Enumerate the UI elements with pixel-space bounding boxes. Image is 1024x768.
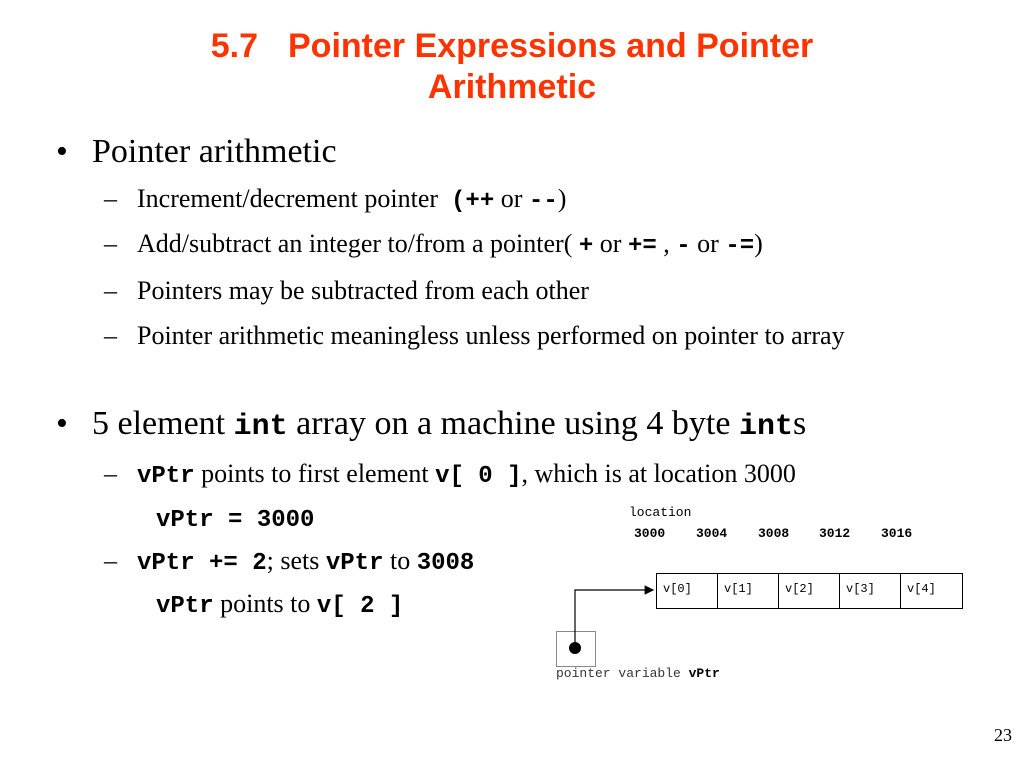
dash-marker: – — [104, 459, 117, 488]
text: , which is at location 3000 — [521, 459, 796, 488]
array-cell-v2: v[2] — [779, 574, 840, 608]
text: Pointers may be subtracted from each other — [137, 276, 589, 305]
page-number: 23 — [994, 725, 1012, 745]
code-minus-equals: -= — [725, 233, 755, 260]
location-label: location — [629, 505, 692, 520]
text: points to first element — [194, 459, 436, 488]
arrow-line — [575, 590, 653, 648]
text: Pointer arithmetic meaningless unless performed on pointer to array — [137, 321, 845, 350]
text: array on a machine using 4 byte — [287, 405, 739, 442]
text: or — [494, 184, 529, 213]
text: 5 element — [92, 405, 234, 442]
title-text-1: Pointer Expressions and Pointer — [288, 27, 814, 65]
text: pointer variable — [556, 666, 689, 681]
location-3004: 3004 — [696, 526, 728, 541]
array-cell-v3: v[3] — [840, 574, 901, 608]
text: s — [792, 405, 807, 442]
dash-marker: – — [104, 321, 117, 350]
code-vptr: vPtr — [325, 550, 384, 577]
code-int: int — [738, 410, 793, 444]
dash-marker: – — [104, 184, 117, 213]
dash-marker: – — [104, 276, 117, 305]
code-vptr: vPtr — [156, 593, 214, 620]
text: Increment/decrement pointer — [137, 184, 439, 213]
text: ; sets — [266, 546, 326, 575]
array-cell-v1: v[1] — [718, 574, 779, 608]
code-vptr-assign: vPtr = 3000 — [156, 507, 315, 534]
array-cell-v4: v[4] — [907, 582, 936, 596]
text: , — [656, 229, 677, 258]
code-v2: v[ 2 ] — [316, 593, 404, 620]
location-3012: 3012 — [819, 526, 851, 541]
location-3016: 3016 — [881, 526, 913, 541]
text: to — [383, 546, 417, 575]
text: ) — [557, 184, 567, 213]
section-number: 5.7 — [210, 27, 258, 65]
dash-marker: – — [104, 229, 117, 258]
code-3008: 3008 — [416, 550, 475, 577]
bullet-marker: • — [56, 405, 68, 442]
code-increment: (++ — [451, 188, 495, 215]
code-v0: v[ 0 ] — [435, 463, 522, 490]
text: points to — [213, 589, 317, 618]
code-vptr-plus-equals: vPtr += 2 — [137, 550, 267, 577]
bullet-marker: • — [56, 133, 68, 170]
pointer-name: vPtr — [688, 666, 720, 681]
code-minus: - — [676, 233, 691, 260]
text: Add/subtract an integer to/from a pointer( — [137, 229, 573, 258]
text: or — [593, 229, 628, 258]
code-plus-equals: += — [627, 233, 657, 260]
location-3008: 3008 — [758, 526, 790, 541]
code-int: int — [233, 410, 288, 444]
location-3000: 3000 — [634, 526, 666, 541]
code-vptr: vPtr — [137, 463, 195, 490]
code-plus: + — [578, 233, 594, 260]
pointer-variable-label — [556, 666, 720, 681]
array-cell-v0: v[0] — [657, 574, 718, 608]
title-line-2: Arithmetic — [427, 68, 597, 106]
dash-marker: – — [104, 546, 117, 575]
code-decrement: -- — [528, 188, 558, 215]
text: ) — [754, 229, 763, 258]
bullet-text: Pointer arithmetic — [92, 133, 337, 170]
text: or — [690, 229, 726, 258]
